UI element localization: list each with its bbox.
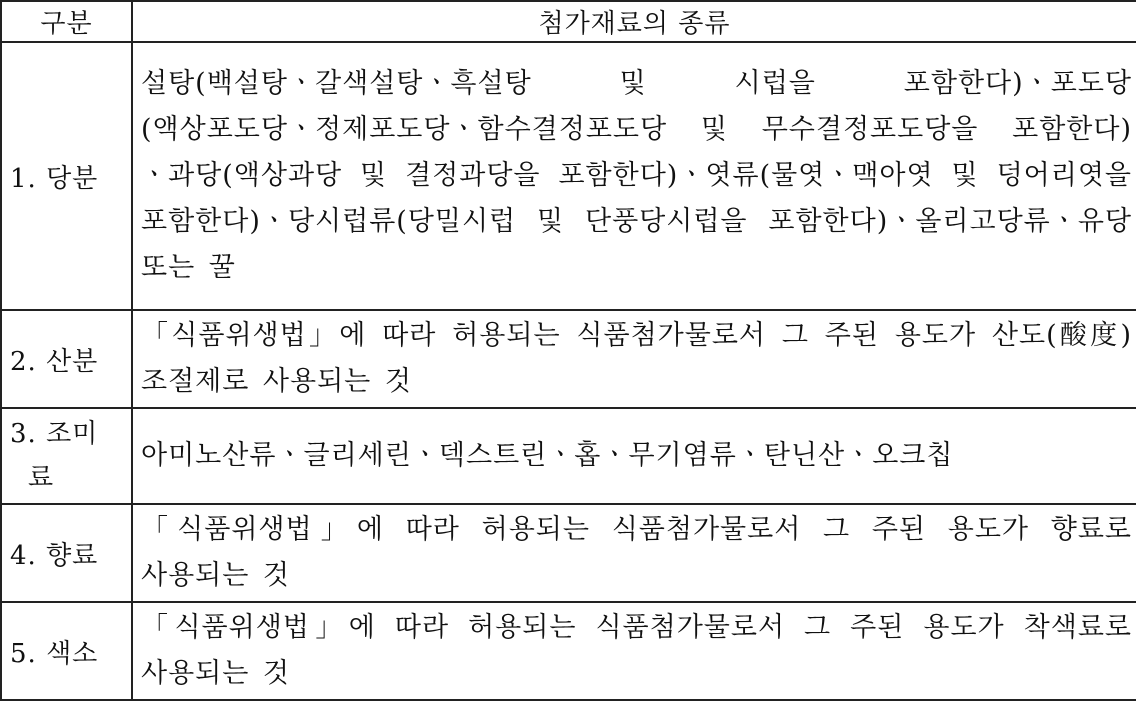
row-content-seasoning: 아미노산류ㆍ글리세린ㆍ덱스트린ㆍ홉ㆍ무기염류ㆍ탄닌산ㆍ오크칩 bbox=[132, 408, 1136, 504]
row-category-seasoning-line2: 료 bbox=[28, 463, 55, 494]
row-category-sugar: 1. 당분 bbox=[1, 42, 132, 311]
row-category-flavor: 4. 향료 bbox=[1, 504, 132, 602]
row-category-seasoning-line1: 3. 조미 bbox=[10, 419, 99, 450]
table-row bbox=[1, 602, 1136, 700]
table-row bbox=[1, 310, 1136, 408]
row-category-seasoning bbox=[1, 408, 132, 504]
header-category: 구분 bbox=[1, 1, 132, 42]
row-category-colorant: 5. 색소 bbox=[1, 602, 132, 700]
row-content-acid: 「식품위생법」에 따라 허용되는 식품첨가물로서 그 주된 용도가 산도(酸度) 조절제로 사용되는 것 bbox=[132, 310, 1136, 408]
row-category-acid: 2. 산분 bbox=[1, 310, 132, 408]
table-row bbox=[1, 408, 1136, 504]
row-content-colorant: 「식품위생법」에 따라 허용되는 식품첨가물로서 그 주된 용도가 착색료로 사용되는 것 bbox=[132, 602, 1136, 700]
header-content: 첨가재료의 종류 bbox=[132, 1, 1136, 42]
table-row bbox=[1, 42, 1136, 311]
table-header-row bbox=[1, 1, 1136, 42]
row-content-flavor: 「식품위생법」에 따라 허용되는 식품첨가물로서 그 주된 용도가 향료로 사용되는 것 bbox=[132, 504, 1136, 602]
row-content-sugar: 설탕(백설탕ㆍ갈색설탕ㆍ흑설탕 및 시럽을 포함한다)ㆍ포도당(액상포도당ㆍ정제포도당ㆍ함수결정포도당 및 무수결정포도당을 포함한다)ㆍ과당(액상과당 및 결정과당을 포함한다)ㆍ엿류(물엿ㆍ맥아엿 및 덩어리엿을 포함한다)ㆍ당시럽류(당밀시럽 및 단풍당시럽을 포함한다)ㆍ올리고당류ㆍ유당 또는 꿀 bbox=[132, 42, 1136, 311]
table-row bbox=[1, 504, 1136, 602]
